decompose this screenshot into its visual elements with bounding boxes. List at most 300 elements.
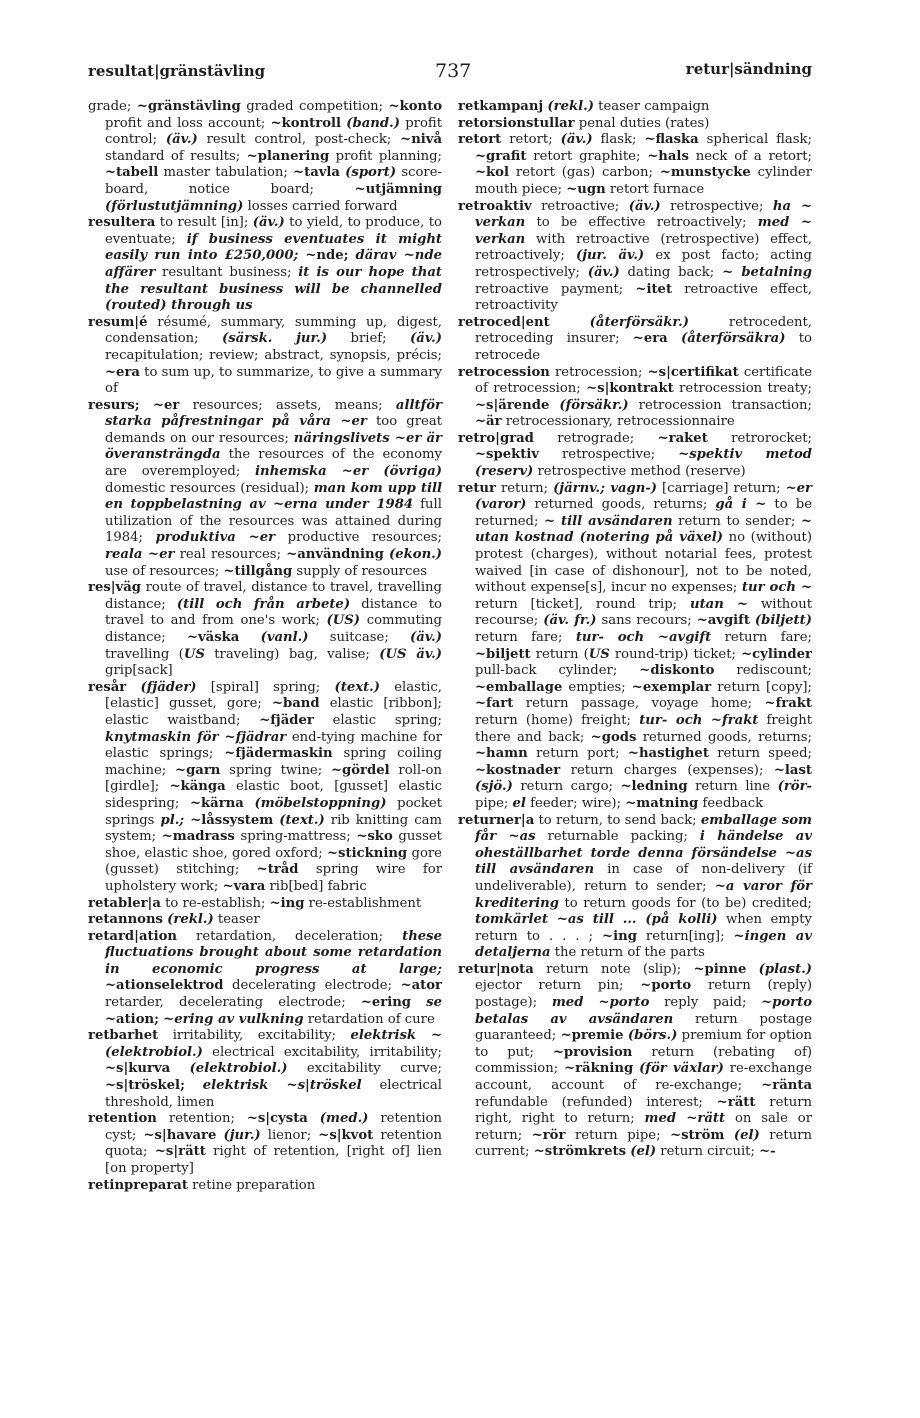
italic-phrase: se — [426, 995, 442, 1011]
definition-text: to sum up, to summarize, to give a summary of — [105, 364, 442, 397]
definition-text: profit and loss account; — [105, 115, 271, 131]
italic-phrase: (äv.) — [165, 132, 198, 148]
sub-entry: ~s|rätt — [154, 1144, 206, 1160]
definition-text: return[ing]; — [636, 928, 734, 944]
definition-text: electrical threshold, limen — [105, 1078, 442, 1110]
definition-text: retort graphite; — [526, 148, 648, 164]
sub-entry: ~ing — [602, 928, 637, 944]
sub-entry: ~ugn — [566, 181, 606, 197]
definition-text: retrocessionary, retrocessionnaire — [501, 414, 735, 430]
italic-phrase: alltför starka påfrestningar på våra ~er — [105, 397, 442, 430]
definition-text: empties; — [562, 679, 632, 695]
definition-text: return (reply) postage); — [475, 978, 812, 1011]
sub-entry: ~konto — [388, 99, 442, 114]
sub-entry: ~matning — [625, 795, 699, 811]
sub-entry: ~s|ärende — [475, 397, 550, 413]
definition-text: re-exchange account, account of re-exchange; — [475, 1061, 813, 1094]
italic-phrase: (vanl.) — [260, 630, 309, 645]
definition-text: return right, right to return; — [475, 1094, 812, 1127]
sub-entry: ~rör — [531, 1127, 566, 1143]
sub-entry: ~s|kurva — [105, 1061, 171, 1077]
italic-phrase: med ~porto — [551, 995, 650, 1011]
definition-text: retrocession treaty; — [673, 381, 812, 397]
definition-text: no (without) protest (charges), without notarial fees, protest waived [in case of dishonour], not to be noted, without expense[s], incur no expenses; — [475, 530, 812, 596]
definition-text: retroactive payment; — [475, 281, 636, 297]
sub-entry: ~ström — [670, 1127, 725, 1143]
sub-entry: ~grafit — [475, 148, 527, 164]
italic-phrase: it is our hope that the resultant business will be channelled (routed) through us — [105, 264, 442, 314]
dictionary-entry — [88, 912, 442, 929]
sub-entry: ~era — [632, 331, 668, 347]
dictionary-entry — [458, 132, 812, 198]
sub-entry: ~s|kvot — [318, 1127, 374, 1143]
definition-text: return pipe; — [565, 1127, 671, 1143]
sub-entry: ~emballage — [475, 679, 563, 695]
definition-text: to result [in]; — [155, 215, 253, 231]
definition-text: return speed; — [708, 746, 812, 762]
italic-phrase: därav ~nde affärer — [105, 248, 442, 280]
entry-headword: resultera — [88, 215, 156, 231]
italic-phrase: (US äv.) — [379, 646, 442, 662]
definition-text: return current; — [475, 1127, 812, 1160]
definition-text: spring-mattress; — [234, 829, 357, 845]
definition-text: traveling) bag, valise; — [204, 646, 380, 662]
definition-text: retort; — [501, 132, 561, 148]
definition-text: retrocedent, retroceding insurer; — [475, 314, 812, 347]
italic-phrase: med ~rätt — [644, 1111, 726, 1127]
sub-entry: ~fjädermaskin — [224, 746, 333, 762]
entry-headword: retur|nota — [458, 961, 534, 977]
definition-text: retarder, decelerating electrode; — [105, 995, 361, 1011]
definition-text: elastic [ribbon]; elastic waistband; — [105, 696, 442, 728]
sub-entry: ~rätt — [716, 1094, 756, 1110]
italic-phrase: (äv. fr.) — [543, 613, 597, 629]
italic-phrase: (försäkr.) — [559, 397, 629, 413]
definition-text: master tabulation; — [158, 165, 294, 181]
italic-phrase: ~ utan kostnad (notering på växel) — [475, 513, 813, 546]
definition-text: travelling ( — [105, 646, 184, 662]
italic-phrase: med ~ verkan — [475, 215, 812, 247]
definition-text: lienor; — [260, 1127, 319, 1143]
definition-text: return [ticket], round trip; — [475, 596, 690, 612]
definition-text: spherical flask; — [698, 132, 812, 148]
entry-headword: retkampanj — [458, 99, 544, 114]
definition-text: grade; — [88, 99, 137, 114]
italic-phrase: (möbelstoppning) — [254, 795, 387, 811]
sub-entry: ~planering — [246, 148, 330, 164]
definition-text: elastic boot, [gusset] elastic sidespring; — [105, 779, 442, 811]
sub-entry: ~hamn — [475, 746, 528, 762]
dictionary-entry — [458, 315, 812, 365]
italic-phrase: (äv.) — [560, 132, 593, 148]
italic-phrase: ~a varor för kreditering — [475, 878, 813, 911]
definition-text: return [copy]; — [711, 679, 812, 695]
definition-text: returned goods, returns; — [526, 497, 716, 513]
definition-text — [239, 630, 260, 645]
italic-phrase: (sport) — [345, 165, 397, 181]
definition-text: ejector return pin; — [475, 978, 641, 994]
sub-entry: ~kostnader — [475, 762, 561, 778]
dictionary-entry — [88, 215, 442, 315]
definition-text: standard of results; — [105, 148, 247, 164]
definition-text: gusset shoe, elastic shoe, gored oxford; — [105, 829, 442, 861]
definition-text — [746, 962, 758, 977]
definition-text: return to sender; — [672, 513, 801, 529]
italic-phrase: knytmaskin för ~fjädrar — [105, 729, 287, 745]
sub-entry: ~ing — [269, 895, 305, 911]
definition-text: to be effective retroactively; — [525, 215, 758, 231]
dictionary-entry — [88, 1178, 442, 1195]
definition-text: resources; assets, means; — [179, 397, 396, 413]
dictionary-entry — [458, 481, 812, 813]
italic-phrase: produktiva ~er — [155, 530, 276, 546]
definition-text: cylinder mouth piece; — [475, 165, 812, 197]
dictionary-entry — [88, 896, 442, 913]
italic-phrase: ~ering av vulkning — [163, 1011, 304, 1027]
sub-entry: ~kontroll — [270, 115, 342, 131]
italic-phrase: (text.) — [334, 679, 380, 695]
definition-text — [668, 331, 681, 346]
definition-text: supply of resources — [292, 563, 428, 579]
italic-phrase: (el) — [733, 1127, 760, 1143]
italic-phrase: inhemska ~er (övriga) — [255, 464, 442, 480]
italic-phrase: elektrisk ~s|tröskel — [202, 1078, 362, 1094]
definition-text: retrospective method (reserve) — [533, 464, 746, 480]
sub-entry: ~cylinder — [741, 646, 812, 662]
italic-phrase: (återförsäkra) — [681, 331, 786, 347]
definition-text: retrorocket; — [707, 430, 812, 446]
sub-entry: ~er — [152, 397, 180, 413]
definition-text — [170, 1061, 189, 1076]
definition-text: retention quota; — [105, 1127, 442, 1160]
page-number: 737 — [435, 60, 472, 82]
italic-phrase: i händelse av oheställbarhet torde denna försändelse ~as till avsändaren — [475, 829, 812, 878]
definition-text: to return, to send back; — [534, 812, 701, 828]
definition-text — [140, 398, 153, 413]
italic-phrase: (text.) — [279, 812, 325, 828]
definition-text: gore (gusset) stitching; — [105, 845, 442, 878]
sub-entry: ~biljett — [475, 646, 531, 662]
dictionary-entry — [458, 431, 812, 481]
definition-text: rib knitting cam system; — [105, 812, 442, 845]
sub-entry: ~era — [105, 364, 140, 380]
definition-text — [549, 398, 559, 413]
italic-phrase: (rekl.) — [167, 912, 214, 928]
definition-text: roll-on [girdle]; — [105, 762, 442, 795]
italic-phrase: US — [588, 646, 610, 662]
sub-entry: ~kärna — [190, 795, 244, 811]
sub-entry: ~porto — [640, 978, 692, 994]
definition-text: retroactive effect, retroactivity — [475, 281, 812, 314]
sub-entry: ~fjäder — [259, 712, 314, 728]
definition-text: recapitulation; review; abstract, synopsis, précis; — [105, 347, 442, 363]
definition-text: penal duties (rates) — [574, 115, 710, 131]
italic-phrase: tur och ~ — [741, 580, 812, 596]
entry-headword: retannons — [88, 912, 163, 928]
italic-phrase: tur- och ~frakt — [639, 712, 759, 728]
definition-text: retention cyst; — [105, 1111, 442, 1143]
definition-text — [185, 1078, 203, 1093]
definition-text: return fare; — [475, 630, 576, 645]
italic-phrase: ~ingen av detaljerna — [475, 928, 813, 961]
italic-phrase: (äv.) — [587, 264, 620, 280]
definition-text: use of resources; — [105, 563, 224, 579]
sub-entry: ~diskonto — [639, 663, 715, 679]
sub-entry: ~strömkrets — [533, 1144, 626, 1160]
italic-phrase: (börs.) — [627, 1028, 678, 1044]
definition-text: sans recours; — [596, 613, 697, 629]
definition-text: rib[bed] fabric — [265, 878, 367, 894]
definition-text: productive resources; — [275, 530, 443, 546]
definition-text: brief; — [327, 331, 411, 347]
sub-entry: ~munstycke — [659, 165, 751, 181]
definition-text: profit planning; — [329, 148, 442, 164]
definition-text: return fare; — [711, 630, 812, 645]
italic-phrase: (jur.) — [223, 1127, 261, 1143]
definition-text: return (rebating of) commission; — [475, 1044, 812, 1077]
definition-text: retine preparation — [187, 1177, 316, 1193]
definition-text: in case of non-delivery (if undeliverable), return to sender; — [475, 862, 812, 894]
definition-text: domestic resources (residual); — [105, 480, 314, 496]
definition-text: pocket springs — [105, 795, 442, 828]
sub-entry: ~gördel — [330, 762, 390, 778]
definition-text: commuting distance; — [105, 613, 442, 645]
definition-text: right of retention, [right of] lien [on property] — [105, 1144, 442, 1176]
left-column — [88, 99, 442, 1194]
definition-text: feedback — [698, 795, 764, 811]
sub-entry: ~tavla — [293, 165, 340, 181]
definition-text: to return goods for (to be) credited; — [558, 895, 812, 911]
entry-headword: resum|é — [88, 314, 148, 330]
definition-text: retrocession; — [549, 364, 648, 380]
definition-text: neck of a retort; — [688, 148, 812, 164]
dictionary-entry — [88, 99, 442, 215]
sub-entry: ~är — [475, 414, 502, 430]
definition-text: without recourse; — [475, 596, 812, 629]
definition-text: reply paid; — [649, 995, 762, 1011]
italic-phrase: ha ~ verkan — [475, 198, 812, 231]
definition-text: real resources; — [174, 547, 287, 563]
sub-entry: ~madrass — [161, 829, 235, 845]
italic-phrase: US — [183, 646, 205, 662]
definition-text: return circuit; — [656, 1144, 760, 1160]
definition-text: freight there and back; — [475, 712, 812, 745]
definition-text: teaser — [213, 912, 260, 928]
entry-headword: res|väg — [88, 580, 141, 596]
sub-entry: ~- — [759, 1144, 776, 1160]
italic-phrase: (järnv.; vagn-) — [553, 480, 658, 496]
definition-text: to be returned; — [475, 497, 812, 529]
italic-phrase: (ekon.) — [389, 547, 442, 563]
sub-entry: ~låssystem — [190, 812, 274, 828]
definition-text: too great demands on our resources; — [105, 414, 442, 446]
sub-entry: ~gränstävling — [136, 99, 241, 114]
entry-headword: retorsionstullar — [458, 115, 575, 131]
italic-phrase: (elektrobiol.) — [105, 1044, 203, 1060]
dictionary-entry — [88, 1111, 442, 1177]
sub-entry: ~utjämning — [354, 181, 442, 197]
italic-phrase: (jur. äv.) — [575, 248, 645, 264]
sub-entry: ~nivå — [400, 132, 442, 148]
definition-text: retrograde; — [533, 430, 658, 446]
sub-entry: ~itet — [635, 281, 673, 297]
sub-entry: ~tråd — [256, 862, 299, 878]
definition-text — [411, 995, 426, 1010]
definition-text: on sale or return; — [475, 1111, 813, 1143]
definition-text: refundable (refunded) interest; — [475, 1094, 717, 1110]
entry-headword: returner|a — [458, 812, 535, 828]
definition-text: electrical excitability, irritability; — [202, 1044, 442, 1060]
dictionary-entry — [458, 365, 812, 431]
entry-headword: retur — [458, 480, 496, 496]
italic-phrase: (sjö.) — [475, 779, 513, 795]
sub-entry: ~pinne — [693, 961, 747, 977]
entry-headword: retinpreparat — [88, 1177, 188, 1193]
italic-phrase: pl.; — [160, 812, 185, 828]
entry-headword: retrocession — [458, 364, 550, 380]
italic-phrase: (med.) — [319, 1111, 369, 1127]
definition-text: retardation of cure — [303, 1011, 435, 1027]
definition-text: irritability, excitability; — [158, 1028, 351, 1044]
definition-text: suitcase; — [308, 630, 411, 645]
definition-text: feeder; wire); — [525, 795, 626, 811]
italic-phrase: (äv.) — [410, 630, 442, 645]
definition-text: to retrocede — [475, 331, 812, 363]
entry-headword: retention — [88, 1111, 157, 1127]
definition-text: retardation, deceleration; — [176, 928, 403, 944]
definition-text: distance to travel to and from one's work; — [105, 596, 442, 629]
sub-entry: ~stickning — [327, 845, 408, 861]
italic-phrase: (för växlar) — [639, 1061, 724, 1077]
sub-entry: ~premie — [560, 1028, 624, 1044]
sub-entry: ~tillgång — [223, 563, 293, 579]
definition-text: certificate of retrocession; — [475, 364, 812, 397]
sub-entry: ~raket — [657, 430, 708, 446]
definition-text: graded competition; — [240, 99, 389, 114]
dictionary-entry — [88, 1028, 442, 1111]
sub-entry: ~frakt — [764, 696, 812, 712]
italic-phrase: (äv.) — [628, 198, 661, 214]
definition-text: retrocession transaction; — [628, 397, 812, 413]
definition-text: route of travel, distance to travel, travelling distance; — [105, 580, 442, 612]
left-guide-word: resultat|gränstävling — [88, 62, 266, 80]
dictionary-entry — [88, 398, 442, 581]
definition-text: decelerating electrode; — [223, 978, 401, 994]
definition-text: dating back; — [619, 264, 723, 280]
entry-headword: retroced|ent — [458, 314, 550, 330]
italic-phrase: (el) — [630, 1144, 657, 1160]
definition-text: return; — [495, 480, 554, 496]
italic-phrase: näringslivets ~er är överansträngda — [105, 430, 442, 463]
definition-text: return charges (expenses); — [560, 762, 774, 778]
italic-phrase: tur- och ~avgift — [575, 630, 712, 645]
italic-phrase: tomkärlet ~as till ... (på kolli) — [475, 912, 718, 928]
italic-phrase: (fjäder) — [140, 679, 197, 695]
sub-entry: ~s|certifikat — [647, 364, 739, 380]
definition-text: return passage, voyage home; — [513, 696, 765, 712]
definition-text: retroactive; — [531, 198, 629, 214]
right-column — [458, 99, 812, 1161]
dictionary-entry — [458, 116, 812, 133]
definition-text: returned goods, returns; — [636, 729, 813, 745]
definition-text: profit control; — [105, 115, 442, 148]
sub-entry: ~ationselektrod — [105, 978, 224, 994]
definition-text: elastic spring; — [313, 712, 442, 728]
italic-phrase: (elektrobiol.) — [189, 1061, 288, 1077]
dictionary-entry — [458, 199, 812, 315]
entry-headword: resurs; — [88, 397, 140, 413]
definition-text: [carriage] return; — [657, 480, 786, 496]
italic-phrase: (biljett) — [754, 613, 812, 629]
definition-text: the return of the parts — [550, 945, 705, 961]
sub-entry: ~tabell — [105, 165, 159, 181]
sub-entry: ~s|cysta — [246, 1111, 308, 1127]
definition-text — [126, 680, 140, 695]
entry-headword: retort — [458, 132, 502, 148]
sub-entry: ~sko — [356, 829, 393, 845]
sub-entry: ~ränta — [761, 1078, 812, 1094]
sub-entry: ~s|havare — [143, 1127, 217, 1143]
italic-phrase: ~porto betalas av avsändaren — [475, 995, 813, 1027]
italic-phrase: utan ~ — [689, 596, 749, 612]
definition-text: full utilization of the resources was attained during 1984; — [105, 497, 442, 546]
sub-entry: ~nde; — [305, 248, 349, 264]
definition-text: résumé, summary, summing up, digest, condensation; — [105, 314, 442, 347]
definition-text: result control, post-check; — [197, 132, 401, 148]
entry-headword: retbarhet — [88, 1028, 159, 1044]
definition-text — [244, 796, 255, 811]
dictionary-entry — [88, 929, 442, 1029]
italic-phrase: these fluctuations brought about some retardation in economic progress at large; — [105, 928, 442, 977]
definition-text: pull-back cylinder; — [475, 663, 640, 679]
definition-text: retort furnace — [605, 181, 705, 197]
entry-headword: retard|ation — [88, 928, 177, 944]
italic-phrase: man kom upp till en toppbelastning av ~erna under 1984 — [105, 480, 442, 513]
definition-text: return port; — [527, 746, 628, 762]
italic-phrase: elektrisk ~ — [350, 1028, 443, 1044]
dictionary-entry — [88, 580, 442, 680]
definition-text: return (home) freight; — [475, 712, 640, 728]
sub-entry: ~användning — [286, 547, 384, 563]
definition-text: flask; — [592, 132, 645, 148]
definition-text — [724, 1128, 734, 1143]
dictionary-entry — [458, 813, 812, 962]
italic-phrase: (band.) — [346, 115, 400, 131]
sub-entry: ~garn — [175, 762, 221, 778]
sub-entry: ~spektiv — [475, 447, 539, 463]
italic-phrase: (äv.) — [410, 331, 442, 347]
definition-text: return postage guaranteed; — [475, 1011, 812, 1044]
dictionary-entry — [458, 99, 812, 116]
italic-phrase: ~ betalning — [722, 264, 812, 280]
definition-text — [308, 1111, 320, 1126]
italic-phrase: gå i ~ — [715, 497, 767, 513]
definition-text: to yield, to produce, to eventuate; — [105, 215, 442, 247]
definition-text: round-trip) ticket; — [609, 646, 742, 662]
definition-text: to re-establish; — [160, 895, 270, 911]
sub-entry: ~flaska — [644, 132, 699, 148]
right-guide-word: retur|sändning — [685, 60, 812, 78]
definition-text: return cargo; — [512, 779, 621, 795]
italic-phrase: (särsk. jur.) — [222, 331, 328, 347]
italic-phrase: emballage som får ~as — [475, 812, 812, 845]
dictionary-entry — [458, 962, 812, 1161]
definition-text: losses carried forward — [243, 198, 398, 214]
sub-entry: ~ering — [360, 995, 412, 1011]
definition-text: re-establishment — [304, 895, 422, 911]
definition-text: [spiral] spring; — [196, 679, 335, 695]
sub-entry: ~vara — [222, 878, 266, 894]
